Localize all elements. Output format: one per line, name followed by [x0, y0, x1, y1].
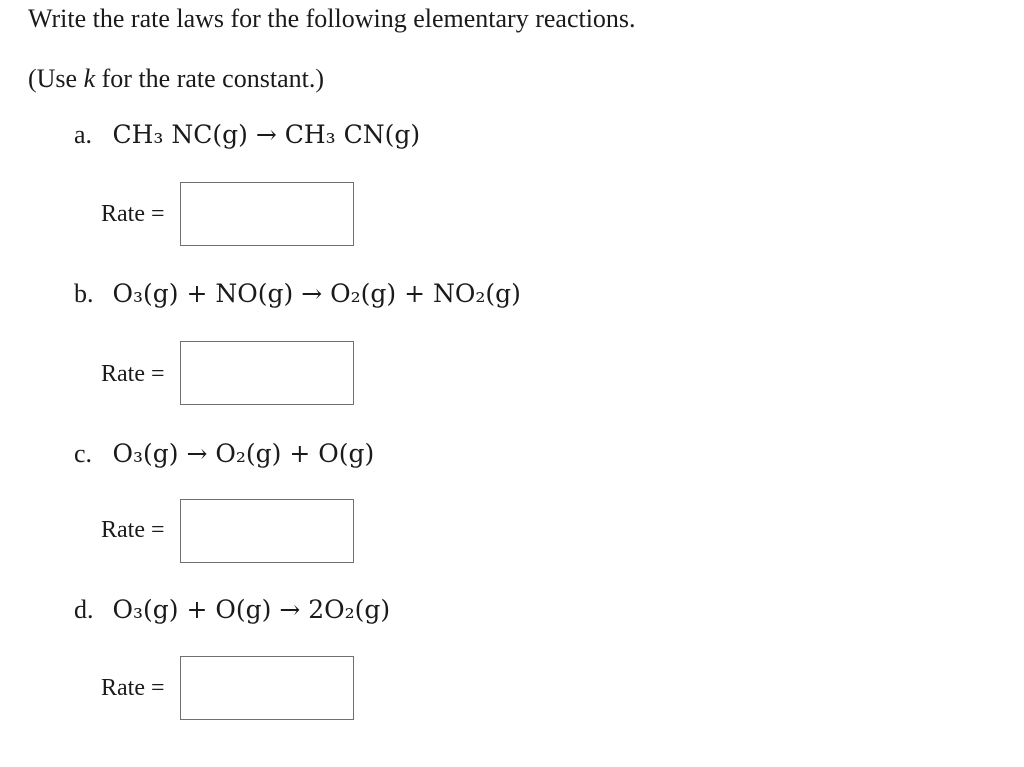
- reaction-c: [74, 441, 374, 467]
- reaction-equation: CH₃ NC(g) → CH₃ CN(g): [112, 120, 421, 149]
- rate-answer-input-d[interactable]: [180, 656, 354, 720]
- reaction-letter: c.: [74, 439, 93, 468]
- rate-label: Rate =: [101, 517, 165, 543]
- rate-label: Rate =: [101, 201, 165, 227]
- rate-answer-input-c[interactable]: [180, 499, 354, 563]
- rate-answer-input-b[interactable]: [180, 341, 354, 405]
- reaction-letter: b.: [74, 279, 94, 308]
- rate-answer-input-a[interactable]: [180, 182, 354, 246]
- instruction-note-suffix: for the rate constant.): [95, 64, 324, 93]
- reaction-equation: O₃(g) + O(g) → 2O₂(g): [112, 595, 391, 624]
- reaction-letter: a.: [74, 120, 93, 149]
- instruction-text: Write the rate laws for the following elementary reactions.: [28, 4, 636, 33]
- reaction-a: [74, 122, 420, 148]
- rate-label: Rate =: [101, 675, 165, 701]
- reaction-equation: O₃(g) + NO(g) → O₂(g) + NO₂(g): [112, 279, 521, 308]
- reaction-b: [74, 281, 521, 307]
- reaction-d: [74, 597, 390, 623]
- rate-label: Rate =: [101, 361, 165, 387]
- instruction-note-prefix: (Use: [28, 64, 84, 93]
- instruction-note: [28, 66, 324, 92]
- rate-constant-symbol: k: [83, 64, 96, 93]
- reaction-letter: d.: [74, 595, 94, 624]
- reaction-equation: O₃(g) → O₂(g) + O(g): [112, 439, 375, 468]
